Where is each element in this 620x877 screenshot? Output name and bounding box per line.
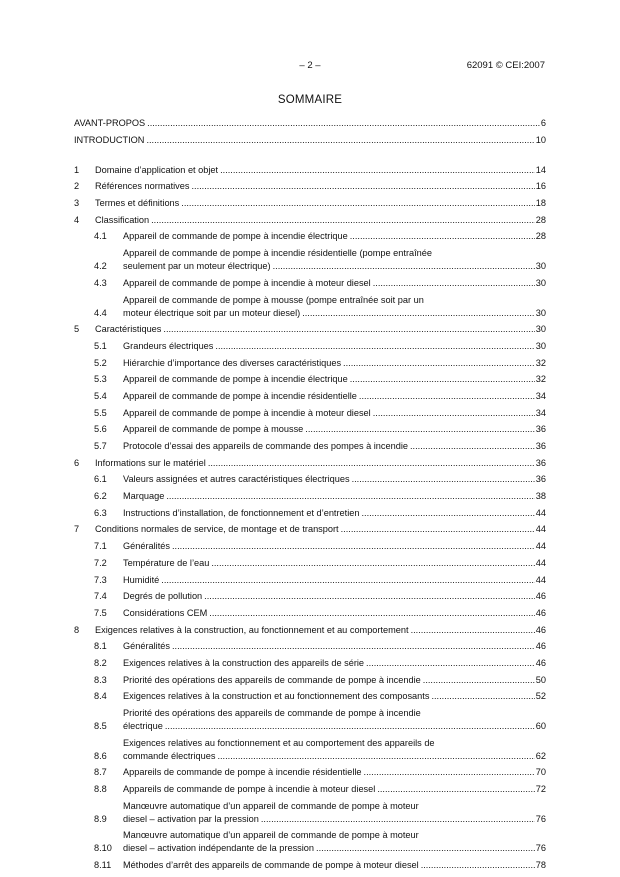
toc-entry-number: 5.2 [94,357,107,368]
toc-entry[interactable] [74,294,546,320]
toc-entry-page: 34 [535,407,546,418]
toc-entry[interactable] [74,507,546,520]
toc-entry-number: 4.4 [94,307,107,318]
toc-entry-page: 30 [535,261,546,272]
toc-entry-title: Degrés de pollution ..... [123,590,535,603]
toc-entry-title: Température de l’eau ..... [123,557,535,570]
toc-entry[interactable] [74,800,546,826]
toc-entry-page: 30 [535,340,546,351]
toc-entry-page: 72 [535,784,546,795]
toc-entry-page: 44 [535,524,546,535]
toc-entry-number: 5.4 [94,390,107,401]
toc-entry[interactable] [74,574,546,587]
toc-entry-page: 36 [535,424,546,435]
toc-entry-title: Classification ..... [95,214,535,227]
toc-entry-number: 5.3 [94,374,107,385]
toc-entry-number: 7.3 [94,574,107,585]
toc-entry[interactable] [74,690,546,703]
toc-entry-title-line: Exigences relatives au fonctionnement et au comportement des appareils de [123,737,435,748]
toc-entry-page: 46 [535,591,546,602]
toc-entry-page: 76 [535,843,546,854]
toc-entry[interactable] [74,473,546,486]
toc-entry-title: Caractéristiques ..... [95,323,535,336]
toc-entry-title: Grandeurs électriques ..... [123,340,535,353]
toc-entry-number: 1 [74,164,80,175]
toc-entry[interactable] [74,323,546,336]
toc-entry-number: 6 [74,457,80,468]
toc-entry-page: 52 [535,691,546,702]
toc-entry-title [123,294,535,320]
toc-entry-number: 5.7 [94,441,107,451]
toc-entry-page: 60 [535,721,546,731]
toc-entry[interactable] [74,214,546,227]
toc-entry-title: Appareil de commande de pompe à incendie à moteur diesel ..... [123,407,535,420]
toc-entry-title: Protocole d’essai des appareils de commande des pompes à incendie ..... [123,440,535,453]
toc-entry[interactable] [74,390,546,403]
toc-entry-title: Appareil de commande de pompe à incendie électrique ..... [123,230,535,243]
toc-entry-title [123,829,535,855]
toc-entry-page: 14 [535,164,546,175]
toc-entry-number: 8.8 [94,784,107,795]
toc-entry[interactable] [74,340,546,353]
toc-entry-number: 8.6 [94,750,107,761]
toc-entry[interactable] [74,624,546,637]
toc-entry-number: 4.3 [94,277,107,288]
toc-entry[interactable] [74,164,546,177]
toc-entry[interactable] [74,640,546,653]
toc-entry[interactable] [74,357,546,370]
toc-entry-page: 28 [535,214,546,225]
toc-entry-number: 8.9 [94,813,107,824]
toc-entry-page: 36 [535,441,546,451]
toc-entry-page: 70 [535,767,546,778]
toc-entry-number: 5.5 [94,407,107,418]
toc-entry-number: 7.5 [94,607,107,618]
toc-entry-number: 6.2 [94,491,107,502]
toc-entry-page: 34 [535,390,546,401]
toc-entry-number: 4 [74,214,80,225]
toc-entry-title-line: Appareil de commande de pompe à incendie résidentielle (pompe entraînée [123,248,432,259]
toc-entry[interactable] [74,180,546,193]
toc-entry-page: 44 [535,541,546,552]
toc-entry-number: 2 [74,181,80,192]
toc-entry-number: 8 [74,624,80,635]
toc-entry-page: 46 [535,607,546,618]
toc-entry-title-line: diesel – activation par la pression ..... [123,813,535,826]
toc-entry-page: 30 [535,324,546,335]
toc-entry-title-line: diesel – activation indépendante de la pression ..... [123,842,535,855]
toc-entry-number: 5 [74,324,80,335]
toc-entry-title-line: Manœuvre automatique d’un appareil de commande de pompe à moteur [123,830,419,841]
toc-entry-page: 46 [535,657,546,668]
toc-entry[interactable] [74,134,546,147]
toc-entry[interactable] [74,674,546,687]
toc-entry-title: Références normatives ..... [95,180,535,193]
toc-entry-number: 8.7 [94,767,107,778]
page-number: – 2 – [299,60,321,71]
toc-entry-page: 62 [535,750,546,761]
toc-entry-page: 44 [535,507,546,518]
toc-entry-number: 3 [74,198,80,209]
toc-entry-title: Appareil de commande de pompe à mousse ..... [123,423,535,436]
toc-entry-title: Conditions normales de service, de montage et de transport ..... [95,523,535,536]
toc-entry[interactable] [74,590,546,603]
toc-entry-page: 28 [535,231,546,242]
toc-entry-page: 6 [540,118,546,128]
table-of-contents [74,117,546,876]
toc-entry-number: 8.4 [94,691,107,702]
toc-entry-title: AVANT-PROPOS ..... [74,117,540,130]
toc-entry-page: 32 [535,374,546,385]
toc-entry[interactable] [74,707,546,733]
toc-entry-page: 46 [535,624,546,635]
toc-entry-number: 6.1 [94,474,107,485]
toc-entry-page: 32 [535,357,546,368]
toc-entry-page: 78 [535,860,546,871]
toc-entry-number: 4.2 [94,261,107,272]
toc-entry-number: 4.1 [94,231,107,242]
toc-entry-title: Appareils de commande de pompe à incendie résidentielle ..... [123,766,535,779]
toc-entry[interactable] [74,197,546,210]
toc-entry[interactable] [74,457,546,470]
toc-entry[interactable] [74,117,546,130]
toc-entry-title: Exigences relatives à la construction et au fonctionnement des composants ..... [123,690,535,703]
toc-entry-title: Appareil de commande de pompe à incendie électrique ..... [123,373,535,386]
toc-entry-title-line: seulement par un moteur électrique) ..... [123,260,535,273]
toc-entry-number: 8.10 [94,843,112,854]
toc-entry-title: Instructions d’installation, de fonctionnement et d’entretien ..... [123,507,535,520]
toc-entry-title: INTRODUCTION ..... [74,134,535,147]
toc-entry-title-line: électrique ..... [123,720,535,733]
toc-entry-title-line: commande électriques ..... [123,750,535,763]
standard-reference: 62091 © CEI:2007 [466,60,545,71]
toc-entry-number: 7.4 [94,591,107,602]
toc-entry-title: Domaine d’application et objet ..... [95,164,535,177]
toc-entry-title [123,737,535,763]
toc-entry-title: Exigences relatives à la construction des appareils de série ..... [123,657,535,670]
toc-entry-title: Généralités ..... [123,540,535,553]
toc-entry[interactable] [74,523,546,536]
toc-entry-number: 8.1 [94,641,107,652]
toc-entry-number: 5.6 [94,424,107,435]
toc-entry[interactable] [74,557,546,570]
toc-entry[interactable] [74,766,546,779]
toc-entry-page: 38 [535,491,546,502]
toc-entry-title: Appareil de commande de pompe à incendie résidentielle ..... [123,390,535,403]
toc-entry[interactable] [74,490,546,503]
toc-entry-page: 10 [535,134,546,145]
toc-entry-page: 30 [535,307,546,318]
toc-entry-title: Marquage ..... [123,490,535,503]
toc-entry-number: 6.3 [94,507,107,518]
toc-entry-number: 8.11 [94,860,112,871]
toc-entry-page: 46 [535,641,546,652]
toc-entry[interactable] [74,373,546,386]
toc-entry-number: 8.2 [94,657,107,668]
toc-entry-page: 36 [535,474,546,485]
toc-entry[interactable] [74,737,546,763]
toc-entry[interactable] [74,423,546,436]
toc-entry-page: 44 [535,557,546,568]
page-title: SOMMAIRE [277,94,343,106]
toc-entry-number: 7.1 [94,541,107,552]
toc-entry-number: 7 [74,524,80,535]
toc-entry-title [123,800,535,826]
toc-entry-title-line: Manœuvre automatique d’un appareil de commande de pompe à moteur [123,800,419,811]
toc-entry-title [123,247,535,273]
toc-entry-number: 7.2 [94,557,107,568]
toc-entry-title: Termes et définitions ..... [95,197,535,210]
toc-entry-title-line: moteur électrique soit par un moteur diesel) ..... [123,307,535,320]
toc-entry-title: Informations sur le matériel ..... [95,457,535,470]
toc-entry[interactable] [74,230,546,243]
toc-entry-number: 8.3 [94,674,107,685]
toc-entry-page: 36 [535,457,546,468]
toc-entry-title-line: Appareil de commande de pompe à mousse (pompe entraînée soit par un [123,294,424,305]
toc-entry-number: 5.1 [94,340,107,351]
toc-entry-page: 76 [535,813,546,824]
toc-entry-title: Humidité ..... [123,574,535,587]
toc-entry-page: 50 [535,674,546,685]
toc-entry[interactable] [74,247,546,273]
toc-entry-page: 18 [535,198,546,209]
toc-entry-title [123,707,535,733]
toc-entry-title: Généralités ..... [123,640,535,653]
toc-entry[interactable] [74,783,546,796]
toc-entry[interactable] [74,607,546,620]
toc-entry-title: Priorité des opérations des appareils de commande de pompe à incendie ..... [123,674,535,687]
toc-entry-title: Hiérarchie d’importance des diverses caractéristiques ..... [123,357,535,370]
toc-entry[interactable] [74,440,546,453]
toc-entry-title-line: Priorité des opérations des appareils de commande de pompe à incendie [123,708,421,718]
toc-entry[interactable] [74,407,546,420]
toc-entry-page: 44 [535,574,546,585]
toc-entry-title: Appareil de commande de pompe à incendie à moteur diesel ..... [123,277,535,290]
toc-entry-page: 30 [535,277,546,288]
toc-entry[interactable] [74,277,546,290]
toc-entry-title: Exigences relatives à la construction, au fonctionnement et au comportement ..... [95,624,535,637]
toc-entry-title: Appareils de commande de pompe à incendie à moteur diesel ..... [123,783,535,796]
toc-entry-page: 16 [535,181,546,192]
toc-entry[interactable] [74,829,546,855]
toc-entry-title: Méthodes d’arrêt des appareils de commande de pompe à moteur diesel ..... [123,859,535,872]
toc-entry[interactable] [74,540,546,553]
toc-entry-number: 8.5 [94,721,107,731]
toc-entry[interactable] [74,859,546,872]
toc-entry-title: Valeurs assignées et autres caractéristiques électriques ..... [123,473,535,486]
toc-entry[interactable] [74,657,546,670]
toc-entry-title: Considérations CEM ..... [123,607,535,620]
